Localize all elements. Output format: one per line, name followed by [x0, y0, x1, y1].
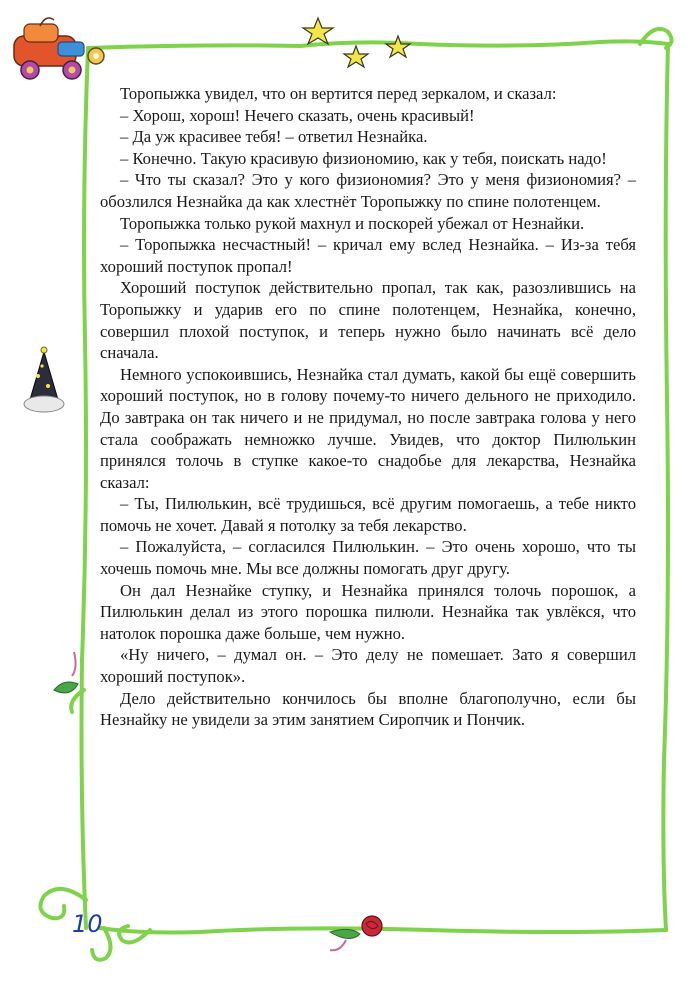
- paragraph: Хороший поступок действительно пропал, так как, разозлившись на Торопыжку и ударив его по спине полотенцем, Незнайка, конечно, совершил плохой поступок, и теперь нужно было начинать всё дело сначала.: [100, 278, 636, 363]
- star-icon: [344, 46, 368, 67]
- paragraph: – Торопыжка несчастный! – кричал ему вслед Незнайка. – Из-за тебя хороший поступок пропал!: [100, 235, 636, 276]
- frame-top-vine: [88, 41, 668, 48]
- frame-left-vine: [82, 48, 89, 928]
- page-number: 10: [72, 910, 103, 938]
- paragraph: Торопыжка увидел, что он вертится перед зеркалом, и сказал:: [120, 84, 557, 103]
- frame-right-vine: [663, 44, 668, 930]
- paragraph: – Ты, Пилюлькин, всё трудишься, всё другим помогаешь, а тебе никто помочь не хочет. Давай я потолку за тебя лекарство.: [100, 494, 636, 535]
- paragraph: – Да уж красивее тебя! – ответил Незнайка.: [120, 127, 428, 147]
- paragraph: – Пожалуйста, – согласился Пилюлькин. – Это очень хорошо, что ты хочешь помочь мне. Мы все должны помогать друг другу.: [100, 537, 636, 579]
- frame-curl-top-right: [640, 29, 672, 48]
- paragraph: Торопыжка только рукой махнул и поскорей убежал от Незнайки.: [120, 213, 585, 233]
- rose-icon: [330, 916, 382, 950]
- paragraph: – Что ты сказал? Это у кого физиономия? Это у меня физиономия? – обозлился Незнайка да как хлестнёт Торопыжку по спине полотенцем.: [100, 170, 636, 211]
- paragraph: Дело действительно кончилось бы вполне благополучно, если бы Незнайку не увидели за этим занятием Сиропчик и Пончик.: [100, 688, 636, 730]
- paragraph: Немного успокоившись, Незнайка стал думать, какой бы ещё совершить хороший поступок, но в голову почему-то ничего дельного не приходило. До завтрака он так ничего и не придумал, но после завтрака голова у него стала соображать немножко лучше. Увидев, что доктор Пилюлькин принялся толочь в ступке какое-то снадобье для лекарства, Незнайка сказал:: [100, 364, 636, 492]
- frame-bottom-vine: [100, 928, 666, 933]
- star-icon: [303, 18, 333, 44]
- frame-curl-bottom-mid: [119, 926, 150, 942]
- gnome-hat-icon: [24, 347, 64, 412]
- paragraph: «Ну ничего, – думал он. – Это делу не помешает. Зато я совершил хороший поступок».: [100, 645, 636, 687]
- paragraph: – Хорош, хорош! Нечего сказать, очень красивый!: [120, 105, 475, 125]
- story-text: [100, 83, 636, 731]
- paragraph: Он дал Незнайке ступку, и Незнайка принялся толочь порошок, а Пилюлькин делал из этого порошка пилюли. Незнайка так увлёкся, что натолок порошка даже больше, чем нужно.: [100, 580, 636, 643]
- leaf-icon: [54, 652, 78, 693]
- paragraph: – Конечно. Такую красивую физиономию, как у тебя, поискать надо!: [120, 148, 607, 168]
- star-icon: [386, 36, 410, 57]
